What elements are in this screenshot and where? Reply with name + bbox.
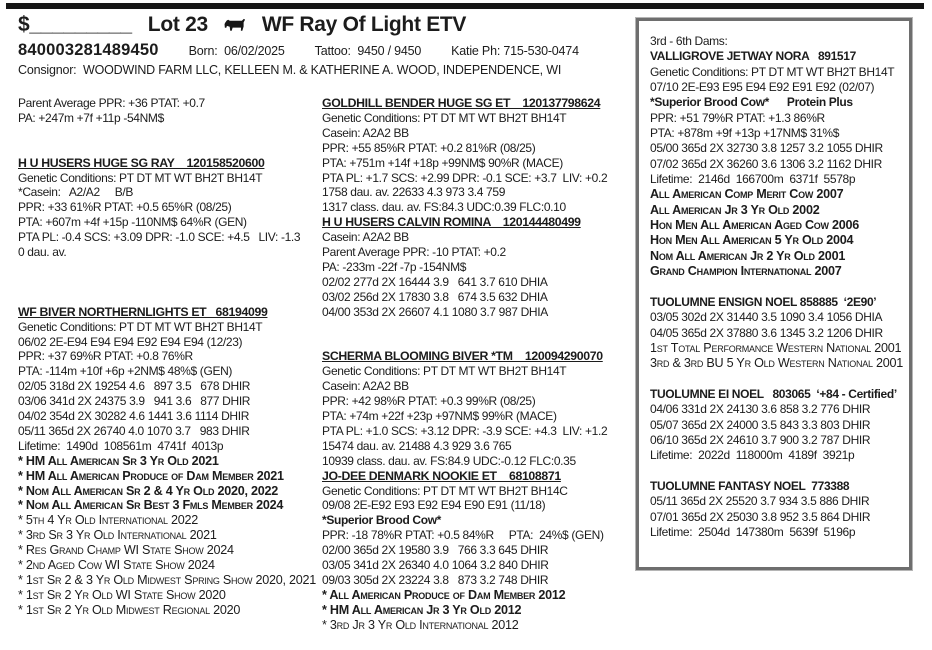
tattoo-value: 9450 / 9450 [357,44,422,58]
pedigree-line [650,280,898,295]
pedigree-line: TUOLUMNE FANTASY NOEL 773388 [650,478,850,493]
consignor-label: Consignor: [18,63,77,77]
pedigree-line: * All American Produce of Dam Member 2012 [322,587,566,602]
pedigree-line: * HM All American Jr 3 Yr Old 2012 [322,602,522,617]
pedigree-line: PTA: +751m +14f +18p +99NM$ 90%R (MACE) [322,155,563,170]
lot-number: Lot 23 [147,13,208,36]
pedigree-line [18,141,320,156]
pedigree-column-sire-dam [18,96,320,618]
pedigree-line: PTA PL: -0.4 SCS: +3.09 DPR: -1.0 SCE: +4.5 LIV: -1.3 [18,230,301,245]
born-value: 06/02/2025 [224,44,285,58]
pedigree-line: 3rd - 6th Dams: [650,34,728,48]
pedigree-line [650,372,898,387]
animal-name: WF Ray Of Light ETV [261,13,467,36]
pedigree-line: Lifetime: 1490d 108561m 4741f 4013p [18,438,224,453]
pedigree-line: 1758 dau. av. 22633 4.3 973 3.4 759 [322,185,506,200]
pedigree-line: PTA: +74m +22f +23p +97NM$ 99%R (MACE) [322,409,557,424]
pedigree-line: 05/07 365d 2X 24000 3.5 843 3.3 803 DHIR [650,417,871,432]
pedigree-line: Genetic Conditions: PT DT MT WT BH2T BH14T [322,364,567,379]
pedigree-line: 09/08 2E-E92 E93 E92 E94 E90 E91 (11/18) [322,498,546,513]
pedigree-line: Hon Men All American Aged Cow 2006 [650,218,860,233]
pedigree-line: Lifetime: 2504d 147380m 5639f 5196p [650,525,856,539]
animal-title-line: WF BIVER NORTHERNLIGHTS ET 68194099 [18,304,268,319]
pedigree-line: 06/02 2E-E94 E94 E94 E92 E94 E94 (12/23) [18,334,243,349]
pedigree-column-grandparents [322,96,632,633]
pedigree-line: *Superior Brood Cow* [322,513,442,528]
pedigree-line: * 3rd Sr 3 Yr Old International 2021 [18,528,217,543]
pedigree-line [18,275,320,290]
born-label: Born: [188,44,218,58]
born-field [189,44,285,58]
pedigree-line: PTA PL: +1.0 SCS: +3.12 DPR: -3.9 SCE: +4.3 LIV: +1.2 [322,423,608,438]
pedigree-line: * HM All American Sr 3 Yr Old 2021 [18,453,219,468]
pedigree-line: 05/11 365d 2X 25520 3.7 934 3.5 886 DHIR [650,494,870,509]
pedigree-line: Parent Average PPR: -10 PTAT: +0.2 [322,245,506,260]
pedigree-line: 15474 dau. av. 21488 4.3 929 3.6 765 [322,438,512,453]
pedigree-line: PPR: +55 85%R PTAT: +0.2 81%R (08/25) [322,140,536,155]
pedigree-line: 09/03 305d 2X 23224 3.8 873 3.2 748 DHIR [322,573,549,587]
pedigree-line: PPR: +33 61%R PTAT: +0.5 65%R (08/25) [18,200,232,215]
pedigree-line: 02/05 318d 2X 19254 4.6 897 3.5 678 DHIR [18,379,251,394]
pedigree-line: Genetic Conditions: PT DT MT WT BH2T BH14T [18,319,263,334]
pedigree-line: Genetic Conditions: PT DT MT WT BH2T BH14T [322,110,567,125]
pedigree-line: Casein: A2A2 BB [322,125,409,140]
animal-title-line: H U HUSERS CALVIN ROMINA 120144480499 [322,215,581,230]
pedigree-line: PTA: +607m +4f +15p -110NM$ 64%R (GEN) [18,215,247,230]
pedigree-line: PTA: +878m +9f +13p +17NM$ 31%$ [650,126,840,141]
pedigree-line: Genetic Conditions: PT DT MT WT BH2T BH14T [18,170,263,185]
pedigree-line: Genetic Conditions: PT DT MT WT BH2T BH14C [322,483,568,498]
pedigree-line: VALLIGROVE JETWAY NORA 891517 [650,49,856,64]
pedigree-line: PTA PL: +1.7 SCS: +2.99 DPR: -0.1 SCE: +3.7 LIV: +0.2 [322,170,608,185]
contact-phone: Katie Ph: 715-530-0474 [451,44,579,58]
pedigree-line: PPR: +42 98%R PTAT: +0.3 99%R (08/25) [322,394,536,409]
pedigree-line: All American Jr 3 Yr Old 2002 [650,202,820,217]
pedigree-line: 06/10 365d 2X 24610 3.7 900 3.2 787 DHIR [650,432,871,447]
pedigree-line: 05/11 365d 2X 26740 4.0 1070 3.7 983 DHIR [18,423,250,438]
pedigree-line: 07/01 365d 2X 25030 3.8 952 3.5 864 DHIR [650,509,871,524]
consignor-value: WOODWIND FARM LLC, KELLEEN M. & KATHERINE A. WOOD, INDEPENDENCE, WI [83,63,562,77]
pedigree-line: *Casein: A2/A2 B/B [18,185,133,200]
tattoo-field [315,44,422,58]
pedigree-line: * 2nd Aged Cow WI State Show 2024 [18,558,215,573]
pedigree-line: 04/06 331d 2X 24130 3.6 858 3.2 776 DHIR [650,402,871,417]
pedigree-line: *Superior Brood Cow* Protein Plus [650,95,853,110]
animal-title-line: SCHERMA BLOOMING BIVER *TM 120094290070 [322,349,603,364]
animal-title-line: JO-DEE DENMARK NOOKIE ET 68108871 [322,468,561,483]
pedigree-line: Lifetime: 2146d 166700m 6371f 5578p [650,172,856,187]
pedigree-line: 04/02 354d 2X 30282 4.6 1441 3.6 1114 DHIR [18,409,250,424]
animal-title-line: GOLDHILL BENDER HUGE SG ET 120137798624 [322,96,601,110]
title-suffix: ‘2E90’ [837,294,877,309]
pedigree-line: TUOLUMNE ENSIGN NOEL 858885 ‘2E90’ [650,294,877,309]
pedigree-line: * 1st Sr 2 Yr Old WI State Show 2020 [18,587,226,602]
pedigree-line: 02/02 277d 2X 16444 3.9 641 3.7 610 DHIA [322,274,548,289]
pedigree-line [322,320,632,335]
pedigree-line: * Res Grand Champ WI State Show 2024 [18,543,234,558]
pedigree-line: 04/00 353d 2X 26607 4.1 1080 3.7 987 DHIA [322,304,548,319]
pedigree-line: Casein: A2A2 BB [322,230,409,245]
pedigree-line: PTA: -114m +10f +6p +2NM$ 48%$ (GEN) [18,364,233,379]
pedigree-line [18,126,320,141]
pedigree-line [650,464,898,479]
pedigree-line: * 5th 4 Yr Old International 2022 [18,513,198,528]
pedigree-line: 03/05 302d 2X 31440 3.5 1090 3.4 1056 DHIA [650,310,883,325]
title-suffix: ‘+84 - Certified’ [810,386,897,401]
pedigree-line: PPR: +51 79%R PTAT: +1.3 86%R [650,110,825,125]
cow-icon [224,18,246,32]
pedigree-line: TUOLUMNE EI NOEL 803065 ‘+84 - Certified’ [650,386,897,401]
pedigree-line: 07/02 365d 2X 36260 3.6 1306 3.2 1162 DHIR [650,156,882,171]
pedigree-line: * Nom All American Sr Best 3 Fmls Member 2024 [18,498,284,513]
top-rule [6,3,924,9]
pedigree-line: * 1st Sr 2 Yr Old Midwest Regional 2020 [18,602,241,617]
tattoo-label: Tattoo: [314,44,351,58]
pedigree-line: 07/10 2E-E93 E95 E94 E92 E91 E92 (02/07) [650,80,875,95]
pedigree-line: 10939 class. dau. av. FS:84.9 UDC:-0.12 FLC:0.35 [322,453,576,468]
pedigree-line: 02/00 365d 2X 19580 3.9 766 3.3 645 DHIR [322,543,549,558]
pedigree-line: * Nom All American Sr 2 & 4 Yr Old 2020, 2022 [18,483,278,498]
pedigree-line: 3rd & 3rd BU 5 Yr Old Western National 2001 [650,356,903,371]
animal-title-line: H U HUSERS HUGE SG RAY 120158520600 [18,155,265,170]
pedigree-line: 05/00 365d 2X 32730 3.8 1257 3.2 1055 DHIR [650,141,883,156]
pedigree-line: Grand Champion International 2007 [650,264,842,279]
pedigree-line: Lifetime: 2022d 118000m 4189f 3921p [650,448,855,463]
pedigree-line: * 3rd Jr 3 Yr Old International 2012 [322,617,519,632]
pedigree-line: PA: +247m +7f +11p -54NM$ [18,110,164,125]
pedigree-line: Hon Men All American 5 Yr Old 2004 [650,233,854,248]
registration-number: 840003281489450 [18,41,159,59]
pedigree-line: Genetic Conditions: PT DT MT WT BH2T BH14T [650,64,895,79]
pedigree-line: PPR: -18 78%R PTAT: +0.5 84%R PTA: 24%$ (GEN) [322,528,604,543]
pedigree-line: 03/02 256d 2X 17830 3.8 674 3.5 632 DHIA [322,289,548,304]
pedigree-line: 03/06 341d 2X 24375 3.9 941 3.6 877 DHIR [18,394,251,409]
pedigree-line [18,260,320,275]
pedigree-line: PPR: +37 69%R PTAT: +0.8 76%R [18,349,193,364]
pedigree-line [18,290,320,305]
price-blank: $_________ [18,13,132,36]
pedigree-line: * HM All American Produce of Dam Member 2021 [18,468,284,483]
pedigree-line: Parent Average PPR: +36 PTAT: +0.7 [18,96,205,110]
pedigree-line: PA: -233m -22f -7p -154NM$ [322,259,467,274]
pedigree-line: 1317 class. dau. av. FS:84.3 UDC:0.39 FLC:0.10 [322,200,566,215]
pedigree-line: 1st Total Performance Western National 2001 [650,340,902,355]
pedigree-line: Nom All American Jr 2 Yr Old 2001 [650,248,846,263]
pedigree-line [322,335,632,350]
maternal-line-box [636,18,912,570]
pedigree-line: All American Comp Merit Cow 2007 [650,187,844,202]
pedigree-line: * 1st Sr 2 & 3 Yr Old Midwest Spring Show 2020, 2021 [18,573,316,587]
pedigree-line: 04/05 365d 2X 37880 3.6 1345 3.2 1206 DHIR [650,325,883,340]
pedigree-line: Casein: A2A2 BB [322,379,409,394]
pedigree-line: 03/05 341d 2X 26340 4.0 1064 3.2 840 DHIR [322,558,549,573]
pedigree-line: 0 dau. av. [18,245,67,260]
